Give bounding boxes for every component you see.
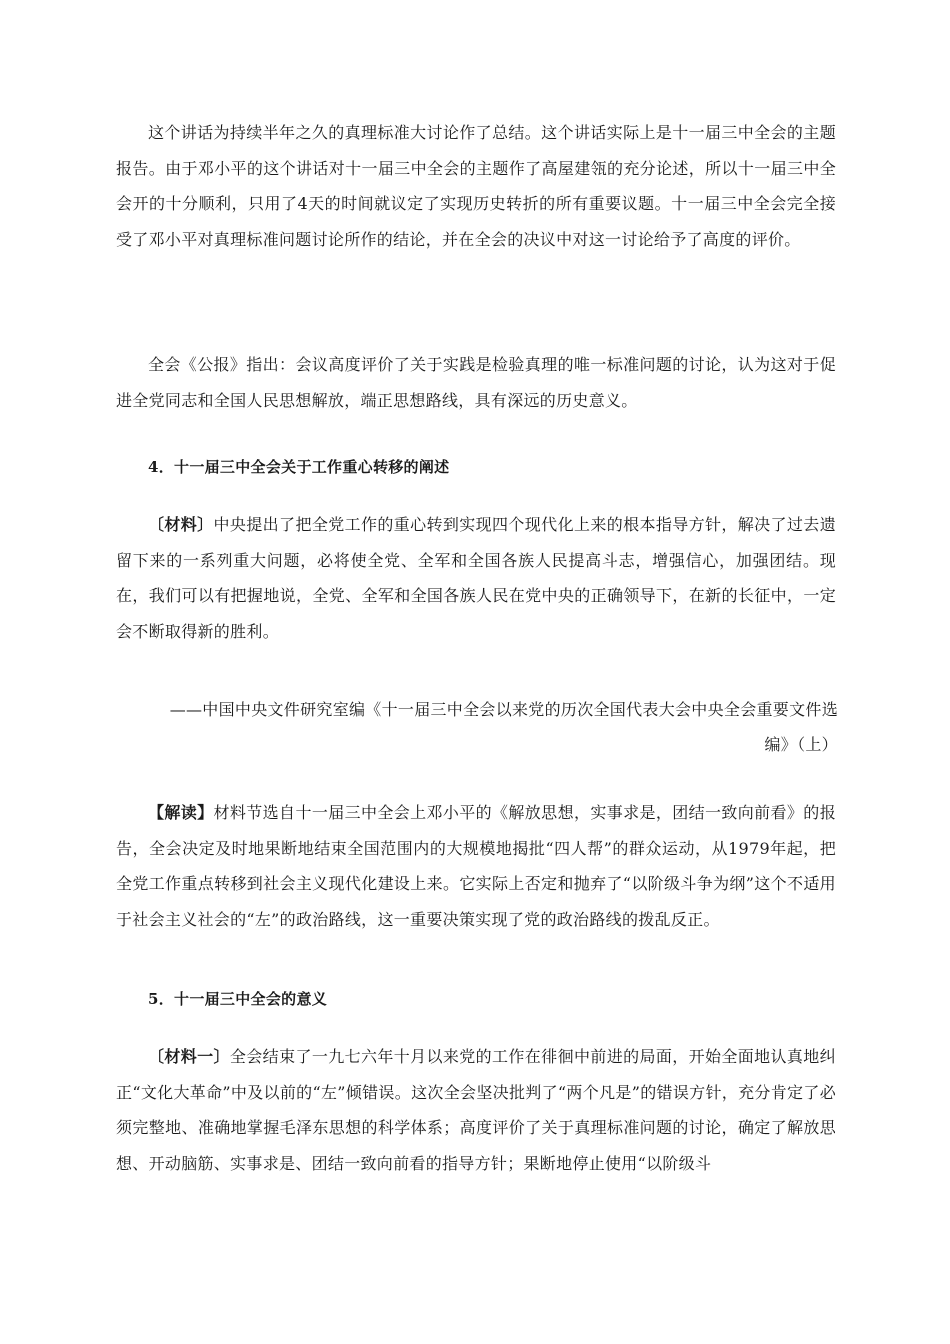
section-5-material-1 — [116, 1039, 836, 1181]
material-text: 中央提出了把全党工作的重心转到实现四个现代化上来的根本指导方针，解决了过去遗留下来的一系列重大问题，必将使全党、全军和全国各族人民提高斗志，增强信心，加强团结。现在，我们可以有把握地说，全党、全军和全国各族人民在党中央的正确领导下，在新的长征中，一定会不断取得新的胜利。 — [116, 515, 836, 641]
material-one-label: 〔材料一〕 — [148, 1047, 230, 1066]
interpretation-label: 【解读】 — [148, 803, 214, 822]
section-4-interpretation — [116, 795, 836, 937]
material-source-line-1: ——中国中央文件研究室编《十一届三中全会以来党的历次全国代表大会中央全会重要文件选 — [169, 700, 838, 719]
material-label: 〔材料〕 — [148, 515, 214, 534]
paragraph-communique: 全会《公报》指出：会议高度评价了关于实践是检验真理的唯一标准问题的讨论，认为这对于促进全党同志和全国人民思想解放，端正思想路线，具有深远的历史意义。 — [116, 355, 836, 410]
interpretation-text: 材料节选自十一届三中全会上邓小平的《解放思想，实事求是，团结一致向前看》的报告，全会决定及时地果断地结束全国范围内的大规模地揭批“四人帮”的群众运动，从1979年起，把全党工作重点转移到社会主义现代化建设上来。它实际上否定和抛弃了“以阶级斗争为纲”这个不适用于社会主义社会的“左”的政治路线，这一重要决策实现了党的政治路线的拨乱反正。 — [116, 803, 836, 929]
section-4-material — [116, 507, 836, 649]
paragraph-speech-summary: 这个讲话为持续半年之久的真理标准大讨论作了总结。这个讲话实际上是十一届三中全会的主题报告。由于邓小平的这个讲话对十一届三中全会的主题作了高屋建瓴的充分论述，所以十一届三中全会开的十分顺利，只用了4天的时间就议定了实现历史转折的所有重要议题。十一届三中全会完全接受了邓小平对真理标准问题讨论所作的结论，并在全会的决议中对这一讨论给予了高度的评价。 — [116, 123, 836, 249]
material-one-text: 全会结束了一九七六年十月以来党的工作在徘徊中前进的局面，开始全面地认真地纠正“文化大革命”中及以前的“左”倾错误。这次全会坚决批判了“两个凡是”的错误方针，充分肯定了必须完整地、准确地掌握毛泽东思想的科学体系；高度评价了关于真理标准问题的讨论，确定了解放思想、开动脑筋、实事求是、团结一致向前看的指导方针；果断地停止使用“以阶级斗 — [116, 1047, 836, 1173]
section-4-heading: 4．十一届三中全会关于工作重心转移的阐述 — [148, 458, 450, 476]
section-5-heading: 5．十一届三中全会的意义 — [148, 990, 328, 1008]
material-source-line-2: 编》（上） — [764, 735, 838, 754]
